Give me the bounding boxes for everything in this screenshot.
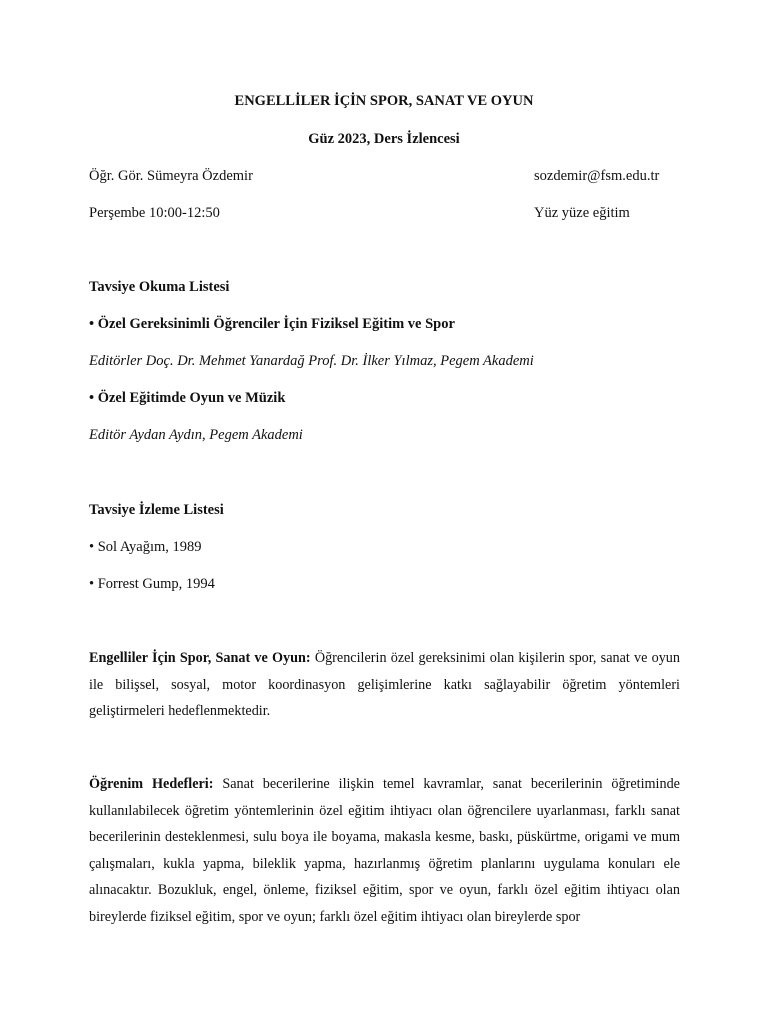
course-description-text: Öğrencilerin özel gereksinimi olan kişilerin spor, sanat ve oyun ile bilişsel, sosyal, motor koordinasyon gelişimlerine katkı sağlayabilir öğretim yöntemleri geliştirmeleri hedeflenmektedir.	[89, 650, 680, 719]
watch-list-item: • Forrest Gump, 1994	[89, 576, 215, 592]
reading-list-heading: Tavsiye Okuma Listesi	[89, 279, 230, 295]
reading-item-title: • Özel Eğitimde Oyun ve Müzik	[89, 390, 286, 406]
course-description	[89, 645, 680, 725]
learning-objectives-text: Sanat becerilerine ilişkin temel kavramlar, sanat becerilerinin öğretiminde kullanılabilecek öğretim yöntemlerinin özel eğitim ihtiyacı olan öğrencilere uyarlanması, farklı sanat becerilerinin desteklenmesi, sulu boya ile boyama, makasla kesme, baskı, püskürtme, origami ve mum çalışmaları, kukla yapma, bileklik yapma, hazırlanmış öğretim planlarını uygulama konuları ele alınacaktır. Bozukluk, engel, önleme, fiziksel eğitim, spor ve oyun, farklı özel eğitim ihtiyacı olan bireylerde fiziksel eğitim, spor ve oyun; farklı özel eğitim ihtiyacı olan bireylerde spor	[89, 776, 680, 925]
learning-objectives-label: Öğrenim Hedefleri:	[89, 776, 214, 792]
document-title: ENGELLİLER İÇİN SPOR, SANAT VE OYUN	[234, 93, 534, 109]
watch-list-item: • Sol Ayağım, 1989	[89, 539, 202, 555]
reading-item-editors: Editör Aydan Aydın, Pegem Akademi	[89, 427, 303, 443]
instructor-email: sozdemir@fsm.edu.tr	[534, 168, 660, 184]
document-subtitle: Güz 2023, Ders İzlencesi	[308, 131, 460, 147]
instructor-name: Öğr. Gör. Sümeyra Özdemir	[89, 168, 253, 184]
class-schedule: Perşembe 10:00-12:50	[89, 205, 220, 221]
teaching-mode: Yüz yüze eğitim	[534, 205, 630, 221]
learning-objectives	[89, 771, 680, 930]
reading-item-title: • Özel Gereksinimli Öğrenciler İçin Fiziksel Eğitim ve Spor	[89, 316, 455, 332]
reading-item-editors: Editörler Doç. Dr. Mehmet Yanardağ Prof. Dr. İlker Yılmaz, Pegem Akademi	[89, 353, 534, 369]
course-description-label: Engelliler İçin Spor, Sanat ve Oyun:	[89, 650, 311, 666]
watch-list-heading: Tavsiye İzleme Listesi	[89, 502, 224, 518]
